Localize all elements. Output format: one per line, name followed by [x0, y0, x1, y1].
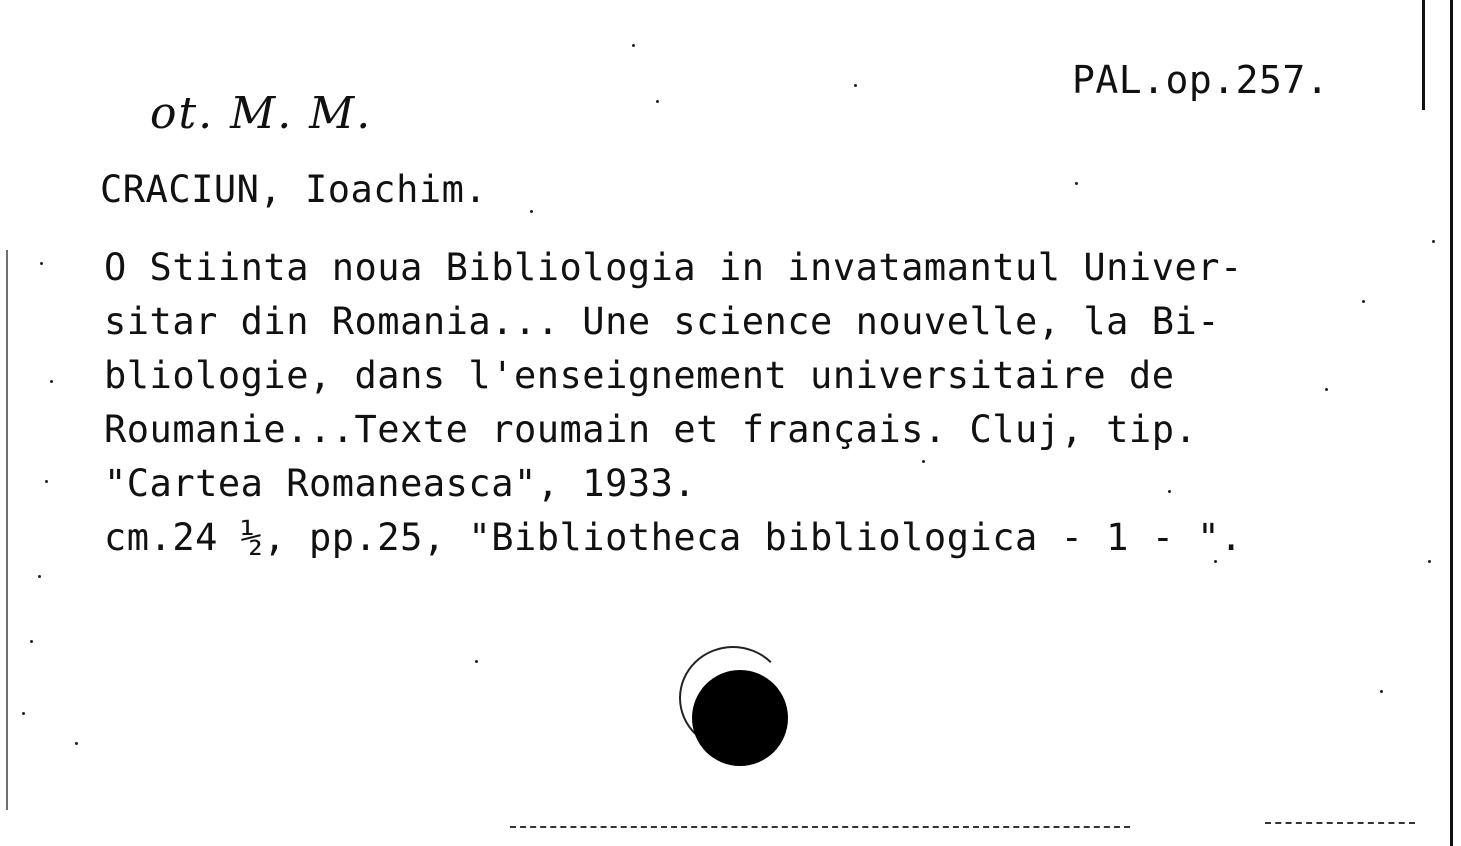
handwritten-mark: ot. M. M. [150, 88, 373, 139]
scan-speck [40, 262, 43, 265]
card-left-edge-line [6, 250, 8, 810]
scan-speck [1432, 240, 1435, 243]
description-line-4: Roumanie...Texte roumain et français. Cluj, tip. [104, 408, 1198, 451]
scan-speck [1168, 490, 1171, 493]
author-heading: CRACIUN, Ioachim. [100, 168, 488, 211]
scan-speck [530, 210, 533, 213]
card-right-edge-line [1422, 0, 1425, 110]
card-bottom-dashed-line-right [1265, 822, 1415, 824]
scan-speck [45, 480, 48, 483]
scan-speck [656, 100, 659, 103]
scan-speck [1380, 690, 1383, 693]
scan-speck [1428, 560, 1431, 563]
collation-line: cm.24 ½, pp.25, "Bibliotheca bibliologica - 1 - ". [104, 516, 1243, 559]
scan-speck [632, 44, 635, 47]
scan-speck [854, 84, 857, 87]
scan-speck [1325, 388, 1328, 391]
shelf-mark: PAL.op.257. [1072, 58, 1330, 102]
scan-speck [1362, 300, 1365, 303]
scan-speck [1075, 182, 1078, 185]
description-line-5: "Cartea Romaneasca", 1933. [104, 462, 697, 505]
scan-speck [22, 712, 25, 715]
scan-speck [75, 742, 78, 745]
description-line-1: O Stiinta noua Bibliologia in invatamantul Univer- [104, 246, 1243, 289]
description-line-3: bliologie, dans l'enseignement universitaire de [104, 354, 1175, 397]
scan-speck [922, 460, 925, 463]
description-line-2: sitar din Romania... Une science nouvelle, la Bi- [104, 300, 1221, 343]
scan-speck [38, 575, 41, 578]
scan-speck [475, 660, 478, 663]
scan-speck [50, 380, 53, 383]
card-bottom-dashed-line [510, 826, 1130, 828]
scan-speck [1214, 560, 1217, 563]
punch-hole [692, 670, 788, 766]
scan-speck [30, 640, 33, 643]
card-right-edge-line-outer [1450, 0, 1453, 846]
